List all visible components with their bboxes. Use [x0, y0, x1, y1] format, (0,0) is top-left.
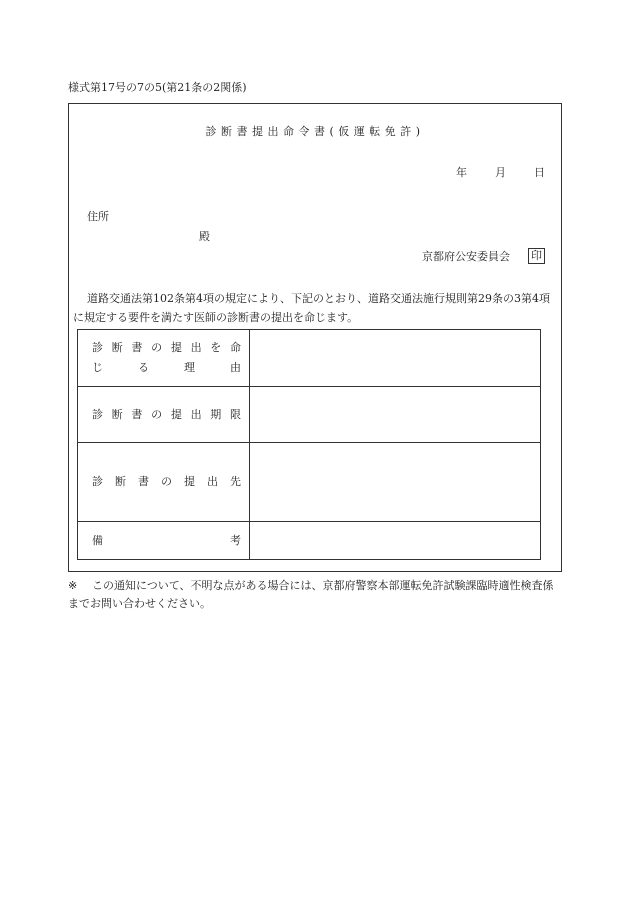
issuer-block	[422, 248, 545, 264]
note-text: この通知について、不明な点がある場合には、京都府警察本部運転免許試験課臨時適性検査係までお問い合わせください。	[68, 579, 554, 610]
footnote	[68, 577, 564, 613]
row-value-deadline[interactable]	[250, 387, 541, 443]
form-title: 診断書提出命令書(仮運転免許)	[205, 125, 425, 138]
row-label-deadline	[78, 387, 250, 443]
row-label-remarks	[78, 522, 250, 560]
honorific: 殿	[199, 230, 210, 243]
table-row-destination	[78, 443, 541, 522]
row-label-remarks-text: 備考	[92, 533, 241, 547]
date-month: 月	[495, 166, 506, 179]
row-value-reason[interactable]	[250, 330, 541, 387]
table-row-remarks	[78, 522, 541, 560]
row-label-reason-line2: じる理由	[92, 361, 241, 374]
table-row-reason	[78, 330, 541, 387]
date-line	[456, 164, 545, 180]
row-label-reason-line1: 診断書の提出を命	[92, 341, 241, 354]
date-day: 日	[534, 166, 545, 179]
form-number: 様式第17号の7の5(第21条の2関係)	[68, 81, 247, 94]
row-label-deadline-text: 診断書の提出期限	[92, 407, 241, 421]
table-row-deadline	[78, 387, 541, 443]
issuer-name: 京都府公安委員会	[422, 250, 510, 263]
address-label: 住所	[87, 210, 109, 223]
row-value-destination[interactable]	[250, 443, 541, 522]
date-year: 年	[456, 166, 467, 179]
note-mark: ※	[68, 579, 78, 592]
order-details-table	[77, 329, 541, 560]
row-value-remarks[interactable]	[250, 522, 541, 560]
order-body-text: 道路交通法第102条第4項の規定により、下記のとおり、道路交通法施行規則第29条の3第4項に規定する要件を満たす医師の診断書の提出を命じます。	[73, 292, 550, 324]
form-frame	[68, 103, 562, 572]
row-label-reason	[78, 330, 250, 387]
row-label-destination-text: 診断書の提出先	[92, 475, 241, 488]
seal-mark: 印	[528, 248, 545, 264]
row-label-destination	[78, 443, 250, 522]
